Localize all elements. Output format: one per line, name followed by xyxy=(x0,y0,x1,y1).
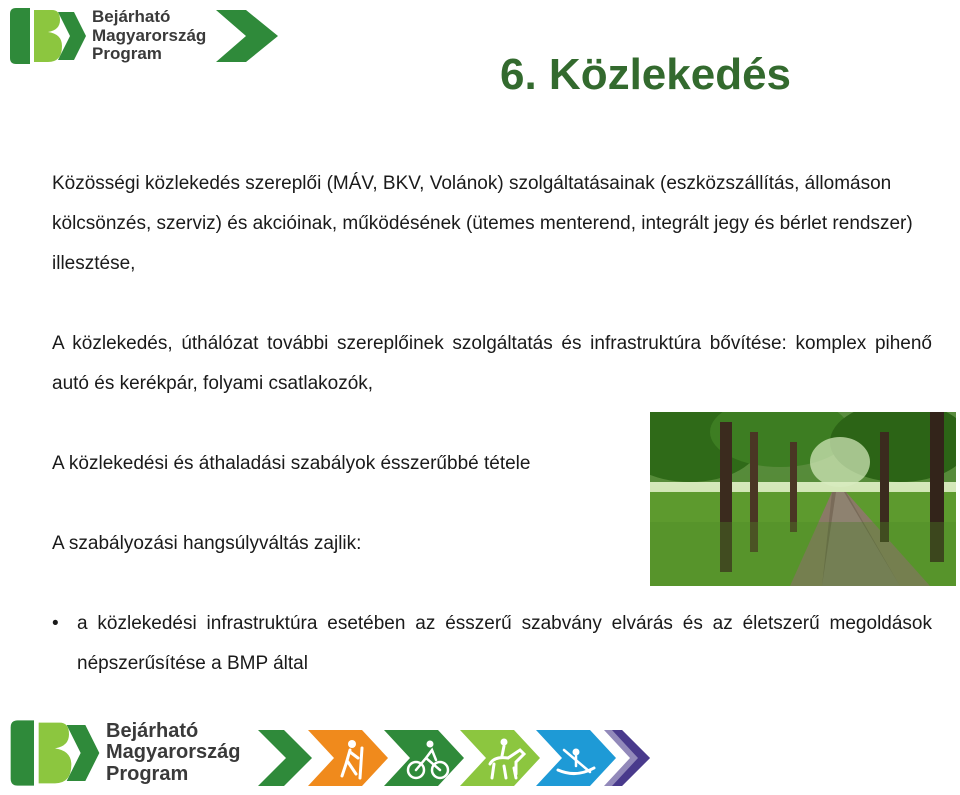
brand-name xyxy=(106,721,241,786)
cyclist-icon xyxy=(384,730,464,786)
brand-name xyxy=(92,8,206,63)
brand-logo-top xyxy=(8,6,282,66)
brand-line-1: Bejárható xyxy=(106,719,199,742)
canoe-icon xyxy=(536,730,616,786)
paragraph-infrastructure: A közlekedés, úthálózat további szereplőinek szolgáltatás és infrastruktúra bővítése: komplex pihenő autó és kerékpár, folyami csatlakozók, xyxy=(52,333,932,394)
brand-logo-bottom xyxy=(8,718,241,788)
tree-lined-path-photo xyxy=(650,412,956,586)
list-item xyxy=(52,604,932,684)
brand-line-2: Magyarország xyxy=(92,25,207,45)
paragraph-regulation-shift: A szabályozási hangsúlyváltás zajlik: xyxy=(52,533,362,554)
brand-line-3: Program xyxy=(92,44,162,64)
bmp-logo-mark-icon xyxy=(8,718,102,788)
dark-green-chevron-icon xyxy=(258,730,312,786)
brand-line-2: Magyarország xyxy=(106,741,241,764)
brand-line-3: Program xyxy=(106,762,189,785)
bullet-text: a közlekedési infrastruktúra esetében az ésszerű szabvány elvárás és az életszerű megoldások népszerűsítése a BMP által xyxy=(77,613,932,674)
horse-rider-icon xyxy=(460,730,540,786)
page-title: 6. Közlekedés xyxy=(500,50,792,99)
chevron-right-icon xyxy=(212,6,282,66)
bullet-icon: • xyxy=(52,613,59,634)
hiker-icon xyxy=(308,730,388,786)
paragraph-public-transport: Közösségi közlekedés szereplői (MÁV, BKV, Volánok) szolgáltatásainak (eszközszállítás, állomáson kölcsönzés, szerviz) és akcióinak, működésének (ütemes menterend, integrált jegy és bérlet rendszer) illesztése, xyxy=(52,173,913,274)
paragraph-traffic-rules: A közlekedési és áthaladási szabályok ésszerűbbé tétele xyxy=(52,453,531,474)
bmp-logo-mark-icon xyxy=(8,6,88,66)
brand-line-1: Bejárható xyxy=(92,7,171,27)
activity-strip xyxy=(258,728,650,788)
